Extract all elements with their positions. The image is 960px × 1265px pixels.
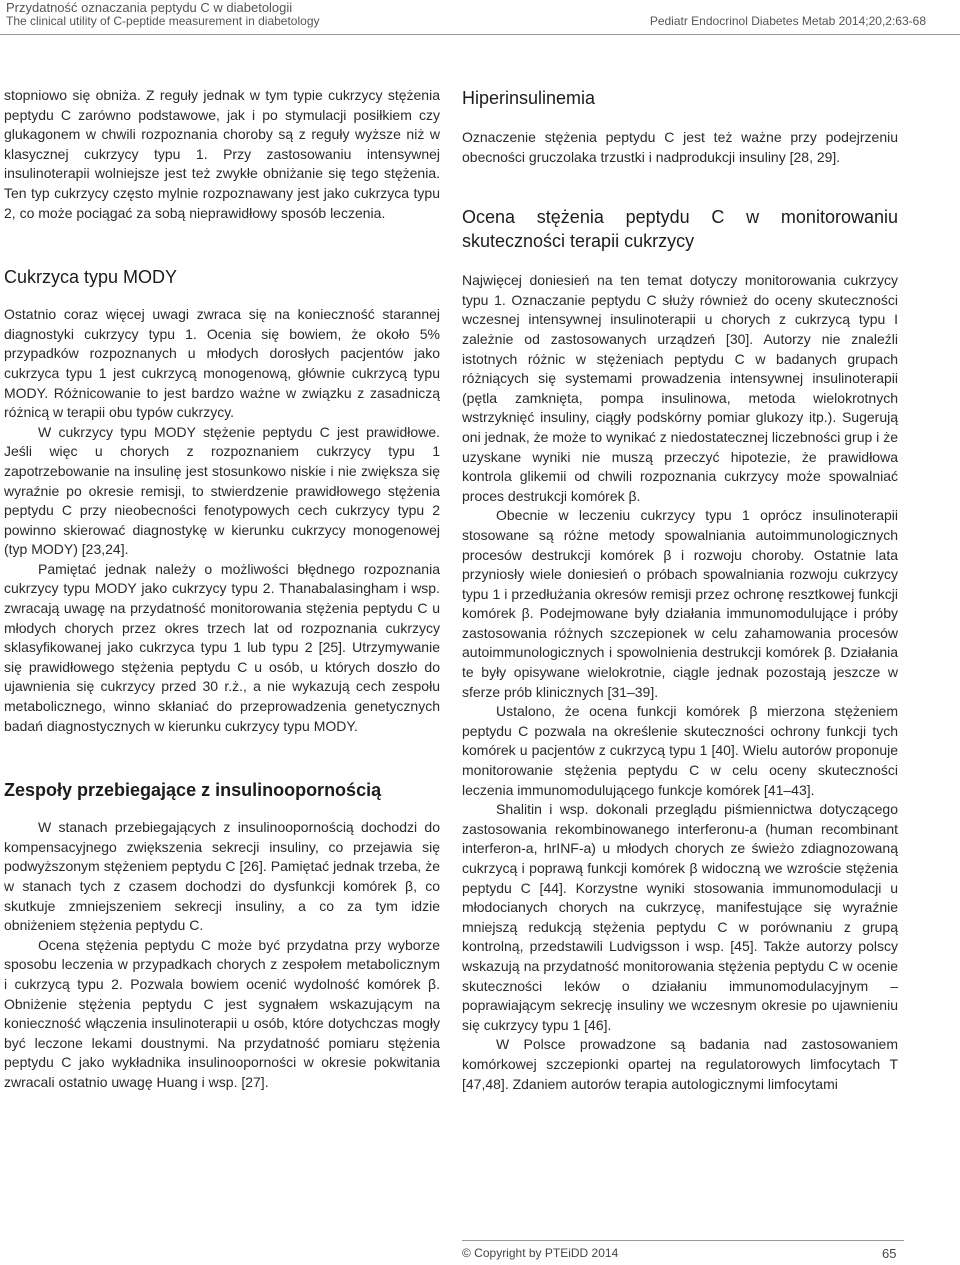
paragraph: W Polsce prowadzone są badania nad zastosowaniem komórkowej szczepionki opartej na regulatorowych limfocytach T [47,48]. Zdaniem autorów terapia autologicznymi limfocytami <box>462 1036 898 1092</box>
page-number: 65 <box>882 1246 897 1261</box>
paragraph: stopniowo się obniża. Z reguły jednak w tym typie cukrzycy stężenia peptydu C zarówno podstawowe, jak i po stymulacji posiłkiem czy glukagonem w chwili rozpoznania choroby są z reguły wyższe niż w klasycznej cukrzycy typu 1. Przy zastosowaniu intensywnej insulinoterapii wolniejsze jest też zwykłe obniżanie się tego stężenia. Ten typ cukrzycy często mylnie rozpoznawany jest jako cukrzyca typu 2, co może pociągać za sobą nieprawidłowy sposób leczenia. <box>4 87 440 221</box>
paragraph: W cukrzycy typu MODY stężenie peptydu C jest prawidłowe. Jeśli więc u chorych z rozpoznaniem cukrzycy typu 1 zapotrzebowanie na insulinę jest stosunkowo niskie i nie zwiększa się wyraźnie po okresie remisji, to stwierdzenie prawidłowego stężenia peptydu C przy nieobecności fenotypowych cech cukrzycy typu 2 powinno skierować diagnostykę w kierunku cukrzycy monogenowej (typ MODY) [23,24]. <box>4 423 440 558</box>
section-heading-hyperinsulinemia: Hiperinsulinemia <box>462 88 596 108</box>
section-heading-mody: Cukrzyca typu MODY <box>4 267 178 288</box>
paragraph: Ostatnio coraz więcej uwagi zwraca się na konieczność starannej diagnostyki cukrzycy typu 1. Ocenia się bowiem, że około 5% przypadków rozpoznanych u młodych dorosłych pacjentów jako cukrzyca typu 1 jest cukrzycą monogenową, głównie cukrzycą typu MODY. Różnicowanie to jest bardzo ważne w związku z zasadniczą różnicą w terapii obu typów cukrzycy. <box>4 306 440 421</box>
paragraph: Shalitin i wsp. dokonali przeglądu piśmiennictwa dotyczącego zastosowania rekombinowanego interferonu-a (human recombinant interferon-a, hrINF-a) u młodych chorych ze świeżo zdiagnozowaną cukrzycą i poprawą funkcji komórek β widoczną we wzroście stężenia peptydu C [44]. Korzystne wyniki stosowania immunomodulacji u młodocianych chorych na cukrzycę, manifestujące się wyraźnie mniejszą redukcją stężenia peptydu C w porównaniu z grupą kontrolną, przedstawili Ludvigsson i wsp. [45]. Także autorzy polscy wskazują na przydatność monitorowania stężenia peptydu C w ocenie skuteczności leków o działaniu immunomodulacyjnym – poprawiającym sekrecję insuliny we wczesnym okresie po ujawnieniu się cukrzycy typu 1 [46]. <box>462 801 898 1033</box>
paragraph: W stanach przebiegających z insulinoopornością dochodzi do kompensacyjnego zwiększenia sekrecji insuliny, co przejawia się podwyższonym stężeniem peptydu C [26]. Pamiętać jednak trzeba, że w stanach tych z czasem dochodzi do dysfunkcji komórek β, co skutkuje zmniejszeniem sekrecji insuliny, a co za tym idzie obniżeniem stężenia peptydu C. <box>4 819 440 934</box>
header-title-english: The clinical utility of C-peptide measurement in diabetology <box>6 14 320 28</box>
header-title-polish: Przydatność oznaczania peptydu C w diabetologii <box>6 0 293 15</box>
footer-divider <box>462 1240 904 1241</box>
paragraph: Ocena stężenia peptydu C może być przydatna przy wyborze sposobu leczenia w przypadkach chorych z zespołem metabolicznym i cukrzycą typu 2. Pozwala bowiem ocenić wydolność komórek β. Obniżenie stężenia peptydu C jest sygnałem wskazującym na konieczność włączenia insulinoterapii u osób, które dotychczas mogły być leczone lekami doustnymi. Na przydatność pomiaru stężenia peptydu C jako wykładnika insulinooporności w okresie pokwitania zwracali ostatnio uwagę Huang i wsp. [27]. <box>4 936 440 1090</box>
paragraph: Pamiętać jednak należy o możliwości błędnego rozpoznania cukrzycy typu MODY jako cukrzycy typu 2. Thanabalasingham i wsp. zwracają uwagę na przydatność monitorowania stężenia peptydu C u młodych chorych przez okres trzech lat od rozpoznania cukrzycy sklasyfikowanej jako cukrzyca typu 1 lub typu 2 [25]. Utrzymywanie się prawidłowego stężenia peptydu C u osób, u których doszło do ujawnienia się cukrzycy przed 30 r.ż., a nie wykazują cech zespołu metabolicznego, winno skłaniać do przeprowadzenia genetycznych badań diagnostycznych w kierunku cukrzycy typu MODY. <box>4 560 440 734</box>
paragraph: Oznaczenie stężenia peptydu C jest też ważne przy podejrzeniu obecności gruczolaka trzustki i nadprodukcji insuliny [28, 29]. <box>462 129 898 165</box>
right-column <box>462 86 898 1094</box>
paragraph: Ustalono, że ocena funkcji komórek β mierzona stężeniem peptydu C pozwala na określenie skuteczności ochrony funkcji tych komórek u pacjentów z cukrzycą typu 1 [40]. Wielu autorów proponuje monitorowanie stężenia peptydu C w celu oceny skuteczności leczenia immunomodulującego funkcje komórek [41–43]. <box>462 703 898 798</box>
left-column <box>4 86 440 1093</box>
paragraph: Najwięcej doniesień na ten temat dotyczy monitorowania cukrzycy typu 1. Oznaczanie peptydu C służy również do oceny skuteczności wczesnej intensywnej insulinoterapii u chorych z cukrzycą typu I zależnie od zastosowanych urządzeń [30]. Autorzy nie znaleźli istotnych różnic w stężeniach peptydu C w badanych grupach różniących się systemami prowadzenia intensywnej insulinoterapii (pętla zamknięta, pompa insulinowa, metoda wielokrotnych wstrzyknięć insuliny, ciągły podskórny pomiar glukozy itp.). Sugerują oni jednak, że może to wynikać z niedostatecznej liczebności grup i że uzyskane wyniki nie muszą przeczyć hipotezie, że prawidłowa kontrola glikemii od chwili rozpoznania cukrzycy może spowalniać proces destrukcji komórek β. <box>462 272 898 504</box>
paragraph: Obecnie w leczeniu cukrzycy typu 1 oprócz insulinoterapii stosowane są różne metody spowalniania autoimmunologicznych procesów destrukcji komórek β i rozwoju choroby. Ostatnie lata przyniosły wiele doniesień o próbach spowalniania rozwoju cukrzycy typu 1 i przedłużania okresów remisji przez ochronę resztkowej funkcji komórek β. Podejmowane były działania immunomodulujące i próby zastosowania różnych szczepionek w celu zahamowania procesów autoimmunologicznych i spowolnienia destrukcji komórek β. Działania te były opisywane wielokrotnie, ciągle jednak pozostają jeszcze w sferze prób klinicznych [31–39]. <box>462 507 898 700</box>
section-heading-monitoring: Ocena stężenia peptydu C w monitorowaniu skuteczności terapii cukrzycy <box>462 207 898 252</box>
section-heading-insulin-resistance: Zespoły przebiegające z insulinoopornością <box>4 780 382 801</box>
page-footer <box>0 1240 960 1265</box>
header-citation: Pediatr Endocrinol Diabetes Metab 2014;20,2:63-68 <box>649 14 926 28</box>
header-divider <box>0 34 960 35</box>
running-header <box>0 0 960 38</box>
copyright-notice: © Copyright by PTEiDD 2014 <box>462 1246 619 1260</box>
